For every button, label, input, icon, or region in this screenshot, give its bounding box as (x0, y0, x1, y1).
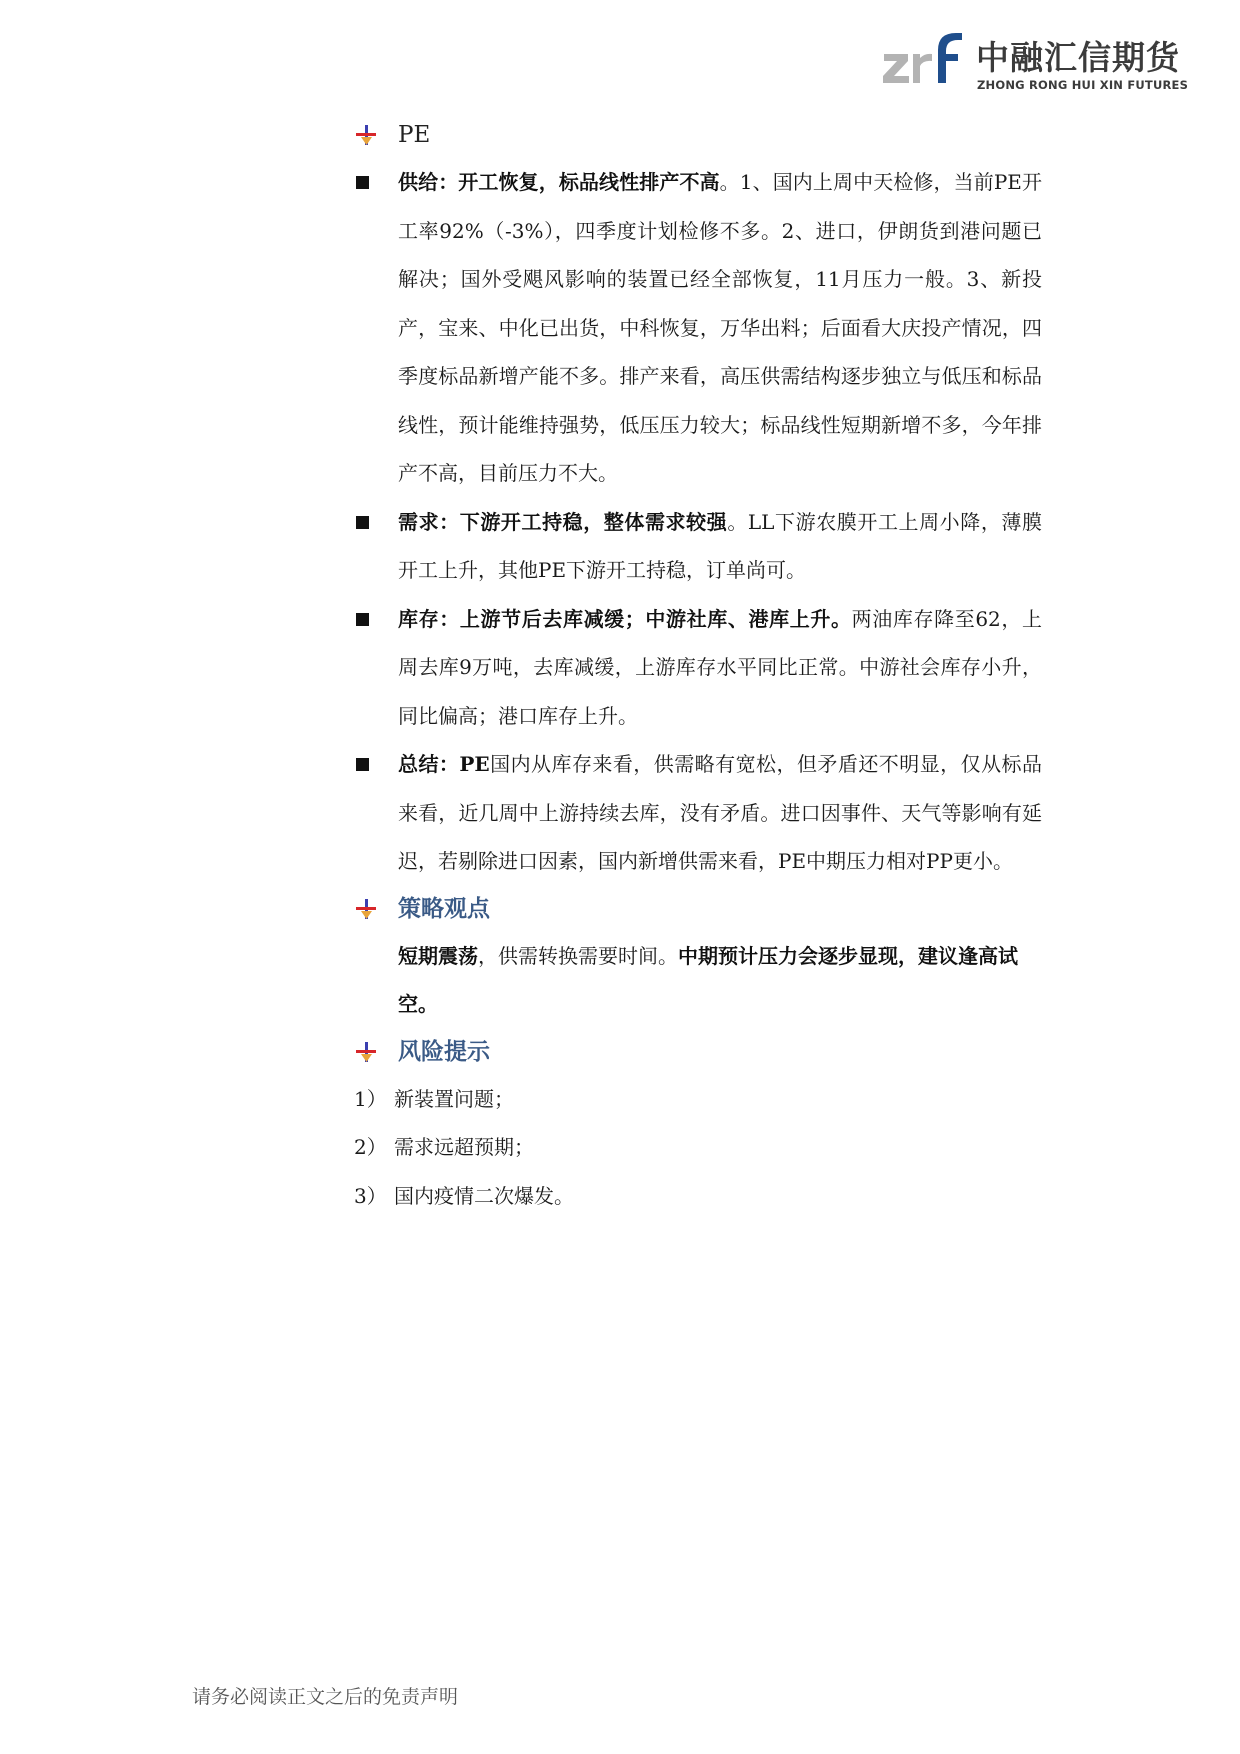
square-bullet-icon (356, 613, 369, 626)
risk-item (352, 1123, 1042, 1172)
section-arrow-icon (356, 899, 376, 919)
risk-item (352, 1172, 1042, 1221)
risk-text: 新装置问题； (394, 1086, 514, 1111)
pe-demand-heading: 需求：下游开工持稳，整体需求较强 (398, 509, 728, 534)
strategy-short-term: 短期震荡 (398, 943, 478, 968)
logo-english-name: ZHONG RONG HUI XIN FUTURES (977, 78, 1189, 92)
section-pe (352, 112, 1042, 158)
pe-supply-item (352, 158, 1042, 498)
logo-chinese-name: 中融汇信期货 (976, 38, 1180, 77)
company-logo (878, 28, 1189, 96)
strategy-paragraph (352, 932, 1042, 1029)
znf-logo-mark (878, 28, 970, 96)
square-bullet-icon (356, 758, 369, 771)
pe-demand-item (352, 498, 1042, 595)
risk-text: 需求远超预期； (394, 1135, 534, 1159)
risk-text: 国内疫情二次爆发。 (394, 1183, 574, 1208)
pe-supply-text: 。1、国内上周中天检修，当前PE开工率92%（-3%），四季度计划检修不多。2、进口，伊朗货到港问题已解决；国外受飓风影响的装置已经全部恢复，11月压力一般。3、新投产，宝来、中化已出货，中科恢复，万华出料；后面看大庆投产情况，四季度标品新增产能不多。排产来看，高压供需结构逐步独立与低压和标品线性，预计能维持强势，低压压力较大；标品线性短期新增不多，今年排产不高，目前压力不大。 (398, 170, 1043, 485)
risk-number: 3） (354, 1183, 387, 1208)
risk-item (352, 1075, 1042, 1124)
risk-number: 1） (354, 1086, 387, 1111)
report-body (352, 112, 1042, 1220)
pe-supply-heading: 供给：开工恢复，标品线性排产不高 (398, 170, 720, 194)
risk-number: 2） (354, 1135, 387, 1159)
pe-summary-item (352, 740, 1042, 886)
strategy-text: ，供需转换需要时间。 (478, 943, 678, 968)
section-arrow-icon (356, 125, 376, 145)
section-risk-title: 风险提示 (398, 1037, 490, 1065)
pe-inventory-item (352, 595, 1042, 741)
pe-inventory-heading: 库存：上游节后去库减缓；中游社库、港库上升。 (398, 606, 852, 631)
section-pe-title: PE (398, 122, 431, 148)
pe-inventory-text: 两油库存降至62，上周去库9万吨，去库减缓，上游库存水平同比正常。中游社会库存小升，同比偏高；港口库存上升。 (398, 606, 1043, 728)
pe-demand-text: 。LL下游农膜开工上周小降，薄膜开工上升，其他PE下游开工持稳，订单尚可。 (398, 509, 1043, 582)
strategy-mid-term: 中期预计压力会逐步显现，建议逢高试空。 (398, 943, 1018, 1016)
pe-summary-text: 国内从库存来看，供需略有宽松，但矛盾还不明显，仅从标品来看，近几周中上游持续去库，没有矛盾。进口因事件、天气等影响有延迟，若剔除进口因素，国内新增供需来看，PE中期压力相对PP更小。 (398, 752, 1042, 873)
square-bullet-icon (356, 176, 369, 189)
section-strategy-title: 策略观点 (398, 894, 490, 922)
pe-summary-heading: 总结：PE (398, 752, 490, 776)
section-strategy (352, 886, 1042, 932)
section-risk (352, 1029, 1042, 1075)
footer-disclaimer: 请务必阅读正文之后的免责声明 (192, 1686, 459, 1708)
section-arrow-icon (356, 1042, 376, 1062)
square-bullet-icon (356, 516, 369, 529)
